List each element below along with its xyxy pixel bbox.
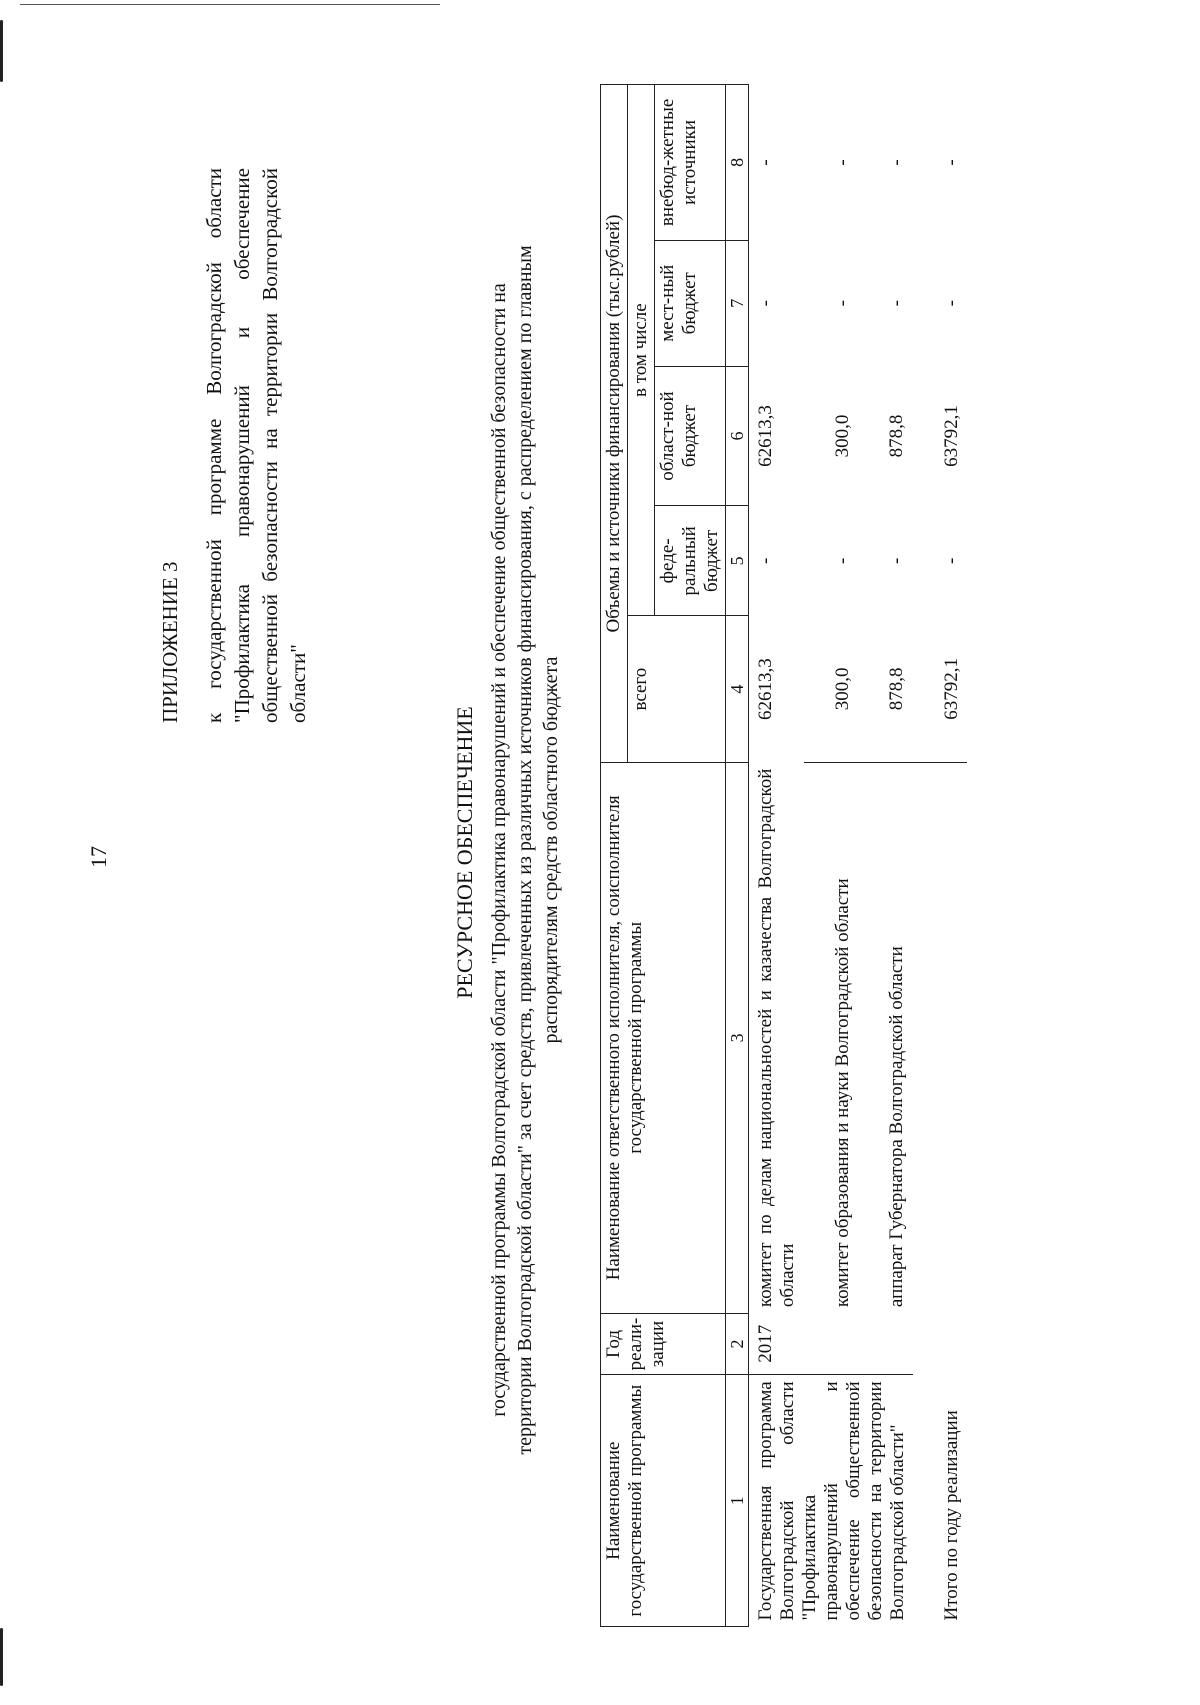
total-label-cell: Итого по году реализации <box>913 763 967 1627</box>
header-federal: феде-ральный бюджет <box>655 506 726 616</box>
total-cell: 62613,3 <box>755 658 776 721</box>
regional-cell: 878,8 <box>886 414 908 458</box>
total-cell: 878,8 <box>886 667 908 711</box>
local-cell: - <box>941 300 962 307</box>
header-including: в том числе <box>628 85 655 616</box>
column-number: 3 <box>726 763 749 1314</box>
regional-cell: 300,0 <box>831 414 853 458</box>
extra-cell: - <box>831 159 853 166</box>
header-local: мест-ный бюджет <box>655 240 726 366</box>
column-number: 2 <box>726 1313 749 1375</box>
local-cell: - <box>755 300 776 307</box>
federal-cell: - <box>755 557 776 565</box>
table-row <box>749 85 804 1627</box>
column-number: 4 <box>726 616 749 763</box>
column-number-row <box>726 85 749 1627</box>
column-number: 1 <box>726 1375 749 1627</box>
table-header-row <box>601 85 628 1627</box>
column-number: 6 <box>726 366 749 506</box>
executor-cell: аппарат Губернатора Волгоградской области <box>858 763 913 1314</box>
local-cell: - <box>886 300 908 307</box>
table-total-row <box>913 85 967 1627</box>
column-number: 7 <box>726 240 749 366</box>
header-program-name: Наименование государственной программы <box>601 1375 726 1627</box>
header-total: всего <box>628 616 726 763</box>
column-number: 8 <box>726 85 749 241</box>
header-executor: Наименование ответственного исполнителя, соисполнителя государственной программы <box>601 763 726 1314</box>
regional-cell: 63792,1 <box>941 405 962 467</box>
program-name-cell: Государственная программа Волгоградской области "Профилактика правонарушений и обеспечение общественной безопасности на территории Волгоградской области" <box>749 1375 914 1627</box>
header-year: Год реали-зации <box>601 1313 726 1375</box>
resource-table <box>600 84 967 1627</box>
federal-cell: - <box>831 557 853 565</box>
regional-cell: 62613,3 <box>755 405 776 467</box>
page-number: 17 <box>86 846 111 868</box>
extra-cell: - <box>941 159 962 166</box>
local-cell: - <box>831 300 853 307</box>
total-cell: 63792,1 <box>941 658 962 720</box>
appendix-heading: ПРИЛОЖЕНИЕ 3 <box>158 561 182 723</box>
header-extra: внебюд-жетные источники <box>655 85 726 241</box>
document-subtitle: государственной программы Волгоградской области "Профилактика правонарушений и обеспечение общественной безопасности на территории Волгоградской области" за счет средств, привлеченных из различных источников финансирования, с распределением по главным распорядителям средств областного бюджета <box>488 245 562 1455</box>
year-cell: 2017 <box>755 1324 776 1363</box>
header-regional: област-ной бюджет <box>655 366 726 506</box>
appendix-reference: к государственной программе Волгоградской области "Профилактика правонарушений и обеспечение общественной безопасности на территории Волгоградской области" <box>202 168 310 723</box>
header-volumes: Объемы и источники финансирования (тыс.рублей) <box>601 85 628 763</box>
extra-cell: - <box>886 159 908 166</box>
federal-cell: - <box>886 557 908 565</box>
total-cell: 300,0 <box>831 667 853 711</box>
executor-cell: комитет по делам национальностей и казачества Волгоградской области <box>755 768 798 1308</box>
document-title: РЕСУРСНОЕ ОБЕСПЕЧЕНИЕ <box>452 706 477 999</box>
executor-cell: комитет образования и науки Волгоградской области <box>804 763 859 1314</box>
column-number: 5 <box>726 506 749 616</box>
federal-cell: - <box>941 557 962 565</box>
extra-cell: - <box>755 159 776 166</box>
